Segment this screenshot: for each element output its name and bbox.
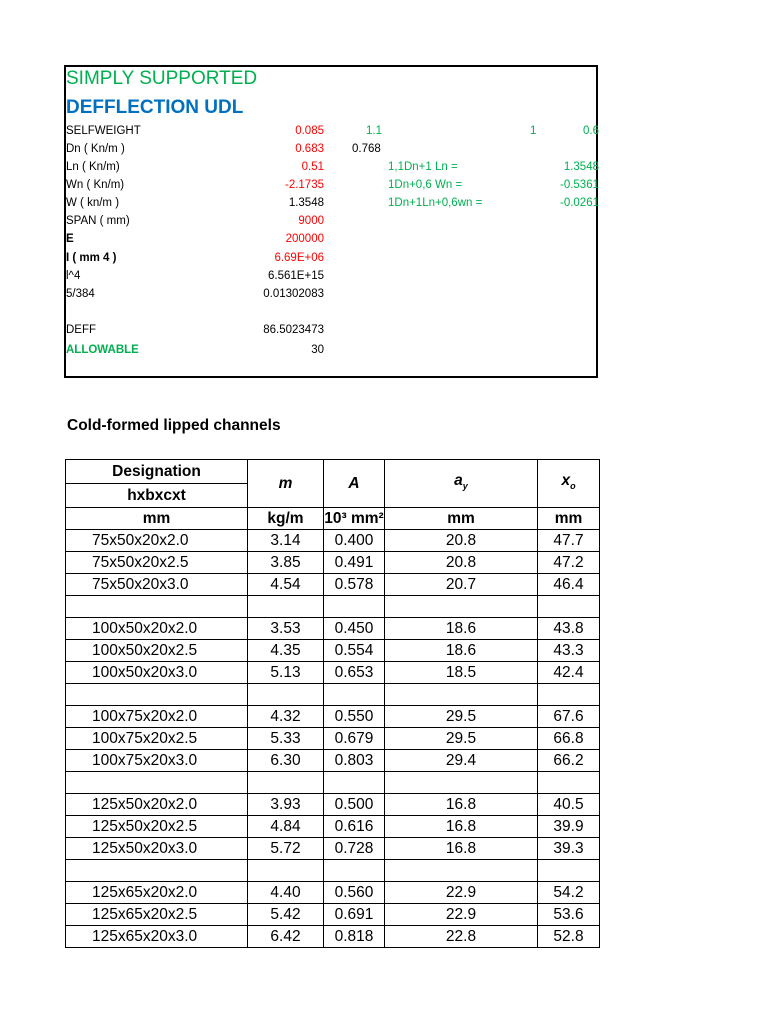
cell-ay: 29.5: [385, 706, 538, 728]
value-dn: 0.683: [295, 143, 324, 155]
combo-label-3: 1Dn+1Ln+0,6wn =: [388, 197, 483, 209]
combo-label-1: 1,1Dn+1 Ln =: [388, 161, 458, 173]
combo-label-2: 1Dn+0,6 Wn =: [388, 179, 463, 191]
cell-m: 3.53: [248, 618, 324, 640]
value-i: 6.69E+06: [274, 252, 324, 264]
cell-designation: 75x50x20x2.0: [66, 530, 248, 552]
factor-0-768: 0.768: [352, 143, 381, 155]
cell-ay: 22.9: [385, 904, 538, 926]
cell-a: 0.679: [324, 728, 385, 750]
label-deff: DEFF: [66, 324, 97, 336]
cell-a: 0.491: [324, 552, 385, 574]
header-xo: [538, 460, 600, 508]
cell-designation: 125x50x20x3.0: [66, 838, 248, 860]
cell-a: 0.550: [324, 706, 385, 728]
table-row: [66, 596, 600, 618]
cell-a: 0.728: [324, 838, 385, 860]
cell-a: 0.803: [324, 750, 385, 772]
table-row: [66, 750, 600, 772]
header-ay: [385, 460, 538, 508]
cell-ay: 18.5: [385, 662, 538, 684]
cell-xo: 67.6: [538, 706, 600, 728]
header-ay-sub: y: [462, 481, 468, 492]
unit-designation: mm: [66, 508, 248, 530]
label-wn: Wn ( Kn/m): [66, 179, 125, 191]
table-row: [66, 552, 600, 574]
cell-m: [248, 860, 324, 882]
label-dn: Dn ( Kn/m ): [66, 143, 125, 155]
cell-xo: 43.8: [538, 618, 600, 640]
combo-value-2: -0.5361: [559, 179, 599, 191]
cell-ay: [385, 684, 538, 706]
table-row: [66, 860, 600, 882]
cell-a: [324, 860, 385, 882]
table-row: [66, 816, 600, 838]
cell-a: 0.450: [324, 618, 385, 640]
combo-value-3: -0.0261: [559, 197, 599, 209]
cell-ay: [385, 860, 538, 882]
cell-xo: 46.4: [538, 574, 600, 596]
cell-xo: 66.8: [538, 728, 600, 750]
header-xo-main: x: [561, 471, 571, 489]
cell-ay: 16.8: [385, 816, 538, 838]
header-hbc: hxbxcxt: [66, 484, 248, 508]
unit-m: kg/m: [248, 508, 324, 530]
factor-0-6: 0.6: [583, 125, 599, 137]
cell-ay: 29.4: [385, 750, 538, 772]
cell-ay: 20.7: [385, 574, 538, 596]
header-xo-sub: o: [570, 481, 576, 492]
table-row: [66, 882, 600, 904]
unit-xo: mm: [538, 508, 600, 530]
cell-designation: 100x50x20x2.0: [66, 618, 248, 640]
cell-m: 3.93: [248, 794, 324, 816]
cell-a: 0.818: [324, 926, 385, 948]
cell-m: [248, 772, 324, 794]
value-allowable: 30: [311, 344, 324, 356]
cell-m: 4.84: [248, 816, 324, 838]
value-wn: -2.1735: [284, 179, 324, 191]
cell-m: 4.54: [248, 574, 324, 596]
value-e: 200000: [285, 233, 324, 245]
cell-a: 0.500: [324, 794, 385, 816]
title-simply-supported: SIMPLY SUPPORTED: [66, 68, 258, 89]
cell-m: 6.42: [248, 926, 324, 948]
value-selfweight: 0.085: [295, 125, 324, 137]
cell-designation: [66, 596, 248, 618]
label-l4: l^4: [66, 270, 81, 282]
combo-value-1: 1.3548: [563, 161, 599, 173]
cell-xo: 39.3: [538, 838, 600, 860]
cell-a: 0.578: [324, 574, 385, 596]
cell-ay: [385, 596, 538, 618]
cell-designation: 125x65x20x2.0: [66, 882, 248, 904]
cell-designation: [66, 860, 248, 882]
cell-a: 0.554: [324, 640, 385, 662]
header-designation: Designation: [66, 460, 248, 484]
cell-a: [324, 684, 385, 706]
cell-ay: 16.8: [385, 794, 538, 816]
cell-xo: 53.6: [538, 904, 600, 926]
label-ln: Ln ( Kn/m): [66, 161, 120, 173]
cell-designation: 75x50x20x2.5: [66, 552, 248, 574]
value-span: 9000: [298, 215, 324, 227]
table-row: [66, 904, 600, 926]
cell-xo: [538, 596, 600, 618]
value-deff: 86.5023473: [263, 324, 324, 336]
cell-xo: [538, 684, 600, 706]
cell-a: 0.560: [324, 882, 385, 904]
value-ln: 0.51: [301, 161, 324, 173]
cell-xo: 47.2: [538, 552, 600, 574]
table-row: [66, 530, 600, 552]
cell-designation: 100x50x20x3.0: [66, 662, 248, 684]
table-row: [66, 794, 600, 816]
header-row-1: [66, 460, 600, 484]
section-title: Cold-formed lipped channels: [67, 417, 281, 434]
cell-a: [324, 772, 385, 794]
cell-xo: 66.2: [538, 750, 600, 772]
cell-xo: 54.2: [538, 882, 600, 904]
cell-designation: 75x50x20x3.0: [66, 574, 248, 596]
cell-m: 6.30: [248, 750, 324, 772]
label-i: I ( mm 4 ): [66, 252, 117, 264]
cell-a: 0.616: [324, 816, 385, 838]
table-row: [66, 706, 600, 728]
label-span: SPAN ( mm): [66, 215, 130, 227]
value-5-384: 0.01302083: [263, 288, 324, 300]
cell-designation: 125x65x20x2.5: [66, 904, 248, 926]
cell-designation: [66, 684, 248, 706]
value-l4: 6.561E+15: [268, 270, 324, 282]
cell-ay: 22.9: [385, 882, 538, 904]
cell-designation: 100x75x20x3.0: [66, 750, 248, 772]
cell-designation: 100x50x20x2.5: [66, 640, 248, 662]
cell-m: 4.32: [248, 706, 324, 728]
cell-a: 0.653: [324, 662, 385, 684]
cell-designation: 100x75x20x2.0: [66, 706, 248, 728]
label-5-384: 5/384: [66, 288, 95, 300]
label-allowable: ALLOWABLE: [66, 344, 139, 356]
cell-designation: 125x50x20x2.5: [66, 816, 248, 838]
table-row: [66, 574, 600, 596]
lipped-channel-table: [65, 459, 600, 948]
cell-m: 5.33: [248, 728, 324, 750]
cell-designation: [66, 772, 248, 794]
cell-ay: 20.8: [385, 552, 538, 574]
header-ay-main: a: [454, 471, 463, 489]
label-e: E: [66, 233, 74, 245]
cell-xo: 42.4: [538, 662, 600, 684]
table-row: [66, 684, 600, 706]
factor-1-1: 1.1: [366, 125, 382, 137]
label-w: W ( kn/m ): [66, 197, 120, 209]
unit-a: 10³ mm²: [324, 508, 385, 530]
cell-xo: 47.7: [538, 530, 600, 552]
cell-a: [324, 596, 385, 618]
cell-xo: 52.8: [538, 926, 600, 948]
cell-a: 0.400: [324, 530, 385, 552]
cell-xo: [538, 772, 600, 794]
cell-ay: 29.5: [385, 728, 538, 750]
cell-a: 0.691: [324, 904, 385, 926]
cell-m: [248, 684, 324, 706]
header-m: m: [248, 460, 324, 508]
label-selfweight: SELFWEIGHT: [66, 125, 141, 137]
cell-xo: 40.5: [538, 794, 600, 816]
units-row: [66, 508, 600, 530]
unit-ay: mm: [385, 508, 538, 530]
header-a: A: [324, 460, 385, 508]
cell-m: 3.85: [248, 552, 324, 574]
cell-ay: 22.8: [385, 926, 538, 948]
table-row: [66, 926, 600, 948]
cell-m: 4.35: [248, 640, 324, 662]
cell-ay: 20.8: [385, 530, 538, 552]
cell-xo: 39.9: [538, 816, 600, 838]
cell-xo: [538, 860, 600, 882]
cell-m: 5.13: [248, 662, 324, 684]
cell-m: 4.40: [248, 882, 324, 904]
table-row: [66, 662, 600, 684]
cell-m: 3.14: [248, 530, 324, 552]
cell-ay: 16.8: [385, 838, 538, 860]
cell-ay: 18.6: [385, 640, 538, 662]
cell-xo: 43.3: [538, 640, 600, 662]
cell-ay: 18.6: [385, 618, 538, 640]
table-row: [66, 618, 600, 640]
cell-m: 5.42: [248, 904, 324, 926]
table-row: [66, 838, 600, 860]
table-row: [66, 640, 600, 662]
cell-designation: 125x65x20x3.0: [66, 926, 248, 948]
factor-1: 1: [530, 125, 537, 137]
value-w: 1.3548: [288, 197, 324, 209]
cell-m: 5.72: [248, 838, 324, 860]
cell-designation: 125x50x20x2.0: [66, 794, 248, 816]
title-deflection-udl: DEFFLECTION UDL: [66, 97, 244, 118]
table-row: [66, 772, 600, 794]
cell-m: [248, 596, 324, 618]
cell-designation: 100x75x20x2.5: [66, 728, 248, 750]
cell-ay: [385, 772, 538, 794]
table-row: [66, 728, 600, 750]
